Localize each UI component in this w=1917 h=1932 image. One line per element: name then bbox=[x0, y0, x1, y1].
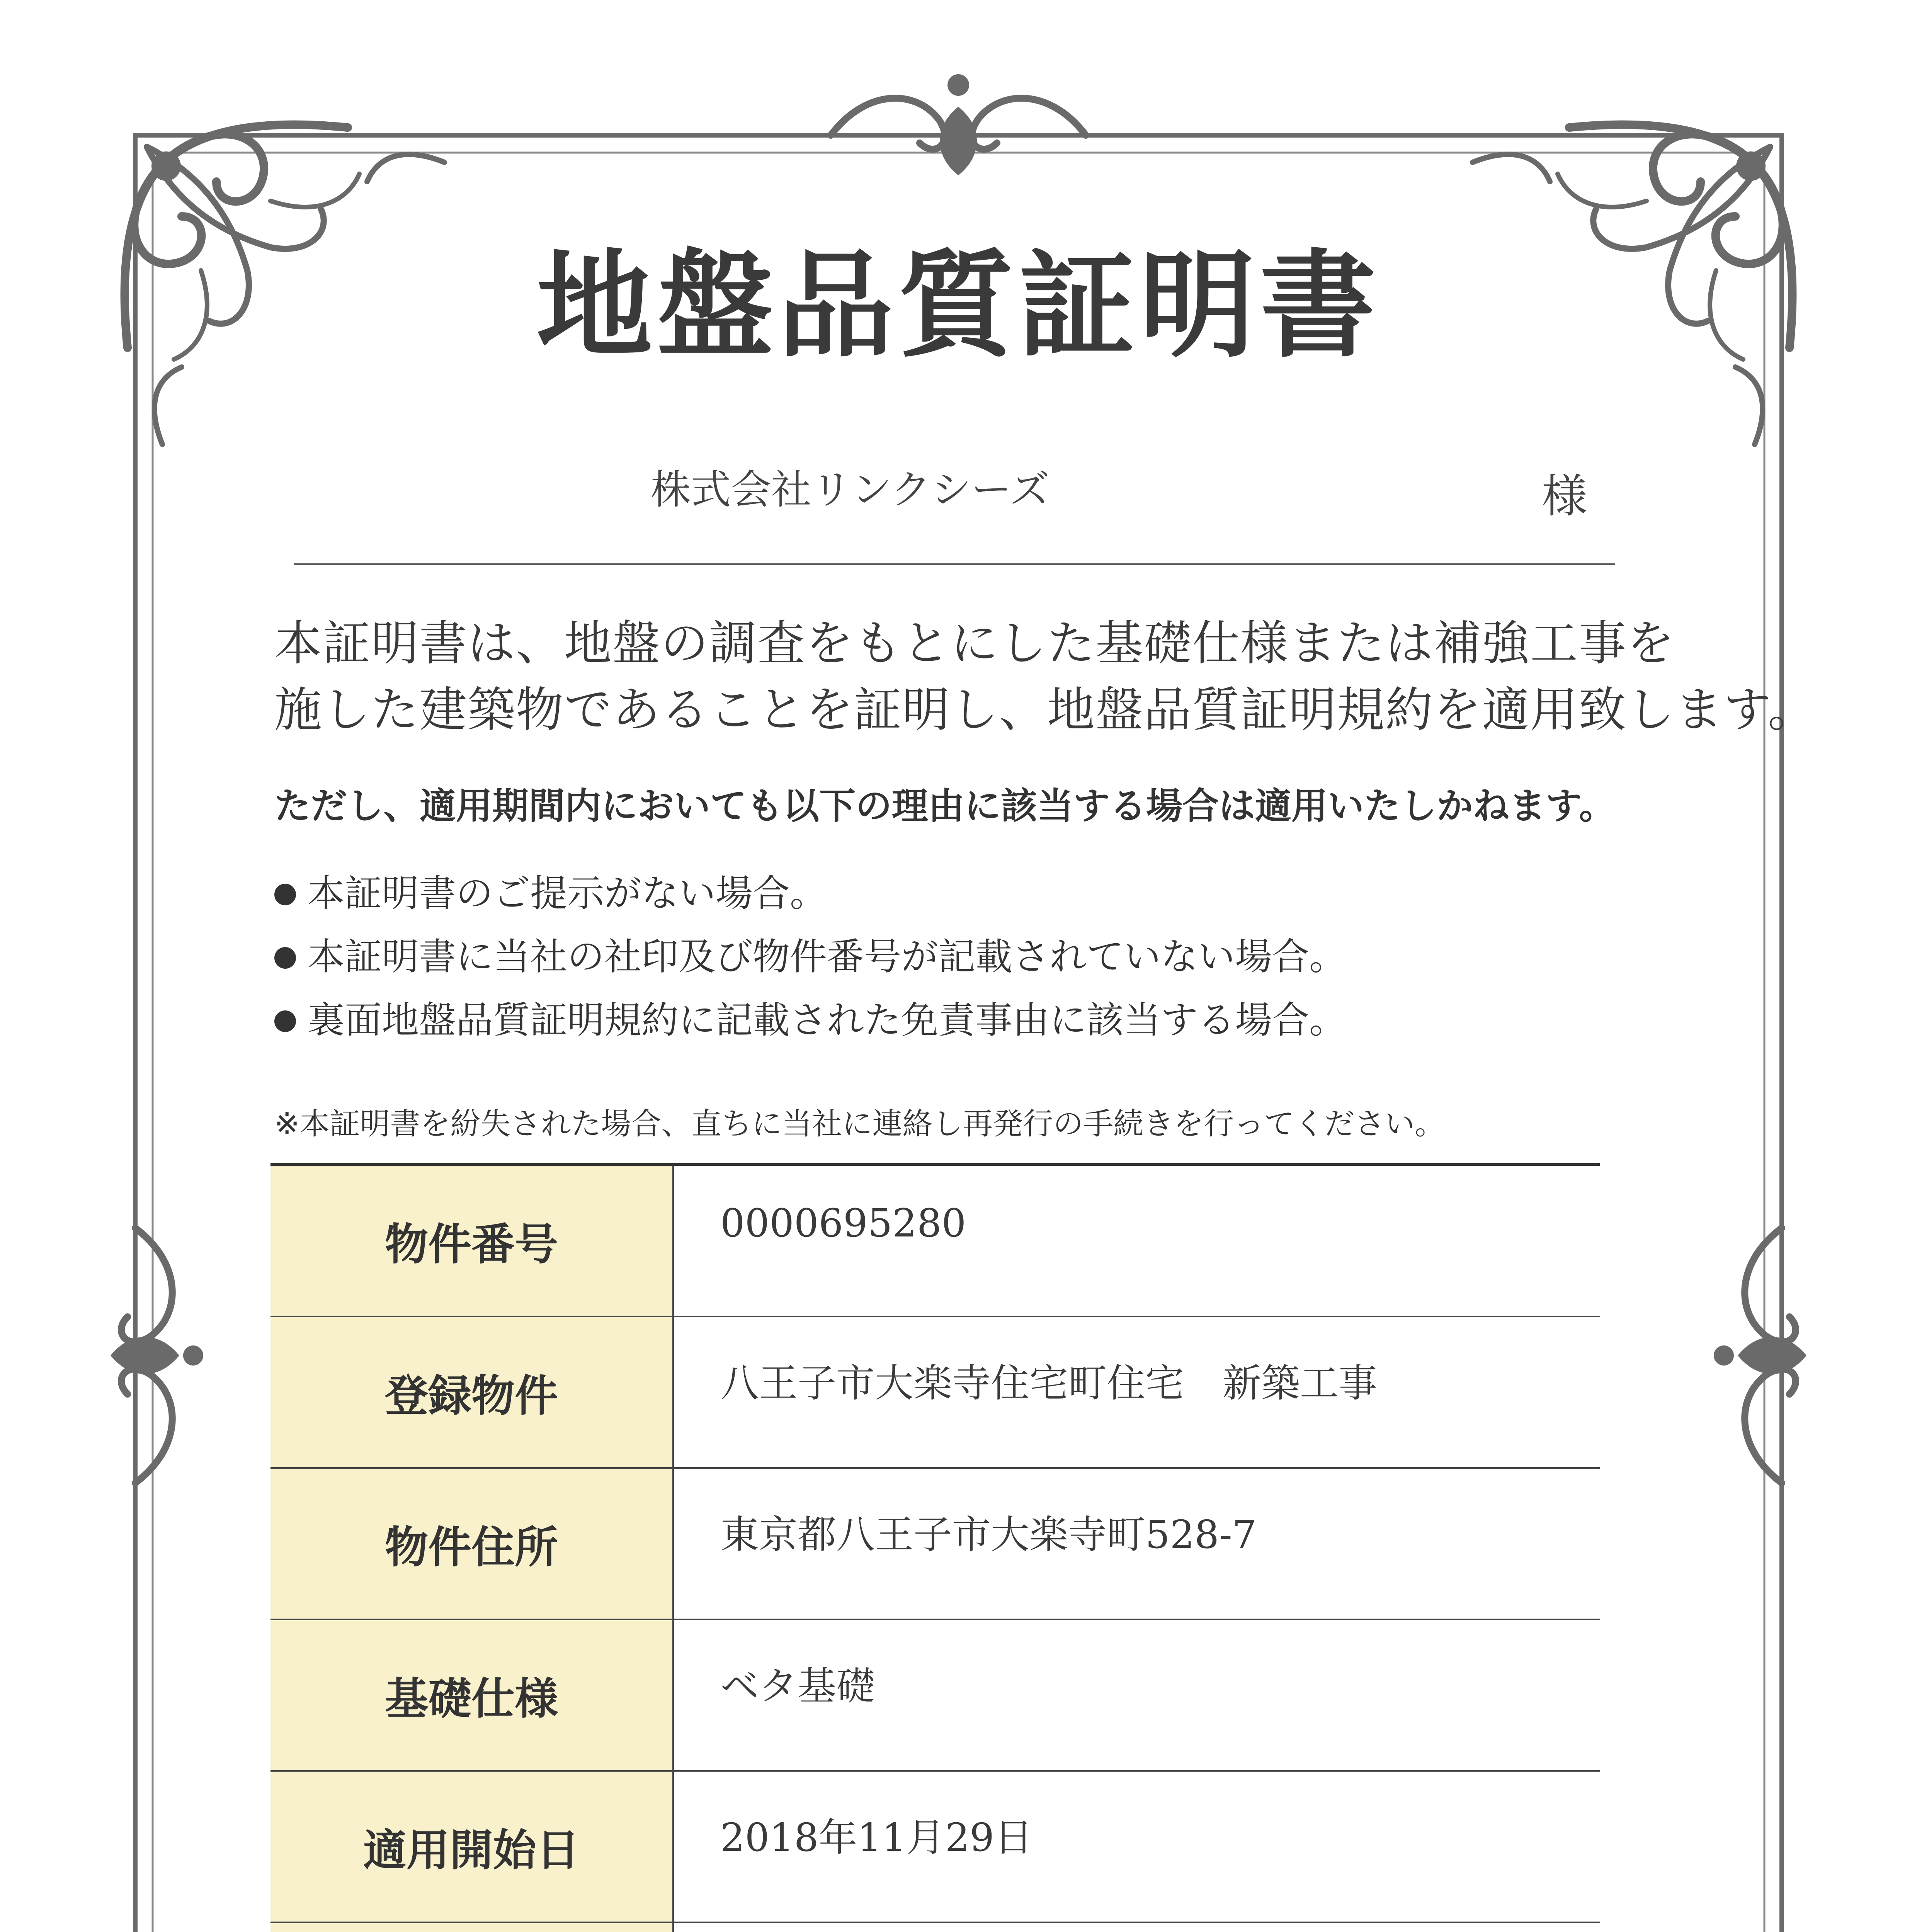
certificate-title: 地盤品質証明書 bbox=[536, 237, 1381, 373]
exclusion-item bbox=[274, 988, 1704, 1052]
intro-statement bbox=[274, 611, 1817, 743]
exclusion-heading: ただし、適用期間内においても以下の理由に該当する場合は適用いたしかねます。 bbox=[274, 785, 1616, 827]
bullet-icon bbox=[274, 884, 296, 905]
exclusion-item-text: 本証明書のご提示がない場合。 bbox=[308, 872, 827, 915]
exclusion-item-text: 本証明書に当社の社印及び物件番号が記載されていない場合。 bbox=[308, 935, 1346, 978]
details-table bbox=[270, 1163, 1600, 1932]
recipient-honorific: 様 bbox=[1542, 469, 1588, 523]
bullet-icon bbox=[274, 1010, 296, 1032]
table-row bbox=[270, 1316, 1600, 1467]
table-row bbox=[270, 1467, 1600, 1619]
row-value: 2018年11月29日 bbox=[720, 1815, 1033, 1860]
row-label: 物件住所 bbox=[270, 1469, 674, 1619]
row-value: ベタ基礎 bbox=[720, 1663, 875, 1709]
exclusion-item bbox=[274, 925, 1704, 988]
table-row bbox=[270, 1166, 1600, 1316]
table-row bbox=[270, 1922, 1600, 1932]
table-row bbox=[270, 1619, 1600, 1770]
intro-line: 本証明書は、地盤の調査をもとにした基礎仕様または補強工事を bbox=[274, 616, 1675, 671]
row-label bbox=[270, 1923, 674, 1932]
row-value: 東京都八王子市大楽寺町528-7 bbox=[720, 1512, 1257, 1557]
recipient-underline bbox=[294, 563, 1615, 565]
recipient-name: 株式会社リンクシーズ bbox=[650, 466, 1050, 513]
row-label: 基礎仕様 bbox=[270, 1620, 674, 1770]
bullet-icon bbox=[274, 947, 296, 969]
intro-line: 施した建築物であることを証明し、地盤品質証明規約を適用致します。 bbox=[274, 682, 1817, 738]
row-value: 八王子市大楽寺住宅町住宅 新築工事 bbox=[720, 1361, 1377, 1406]
loss-notice: ※本証明書を紛失された場合、直ちに当社に連絡し再発行の手続きを行ってください。 bbox=[274, 1107, 1445, 1141]
row-value bbox=[674, 1923, 1600, 1932]
row-label: 登録物件 bbox=[270, 1317, 674, 1467]
exclusion-item bbox=[274, 862, 1704, 925]
exclusion-list bbox=[274, 862, 1704, 1052]
row-label: 物件番号 bbox=[270, 1166, 674, 1316]
row-value: 0000695280 bbox=[720, 1201, 966, 1246]
table-row bbox=[270, 1770, 1600, 1922]
exclusion-item-text: 裏面地盤品質証明規約に記載された免責事由に該当する場合。 bbox=[308, 998, 1346, 1042]
row-label: 適用開始日 bbox=[270, 1772, 674, 1922]
